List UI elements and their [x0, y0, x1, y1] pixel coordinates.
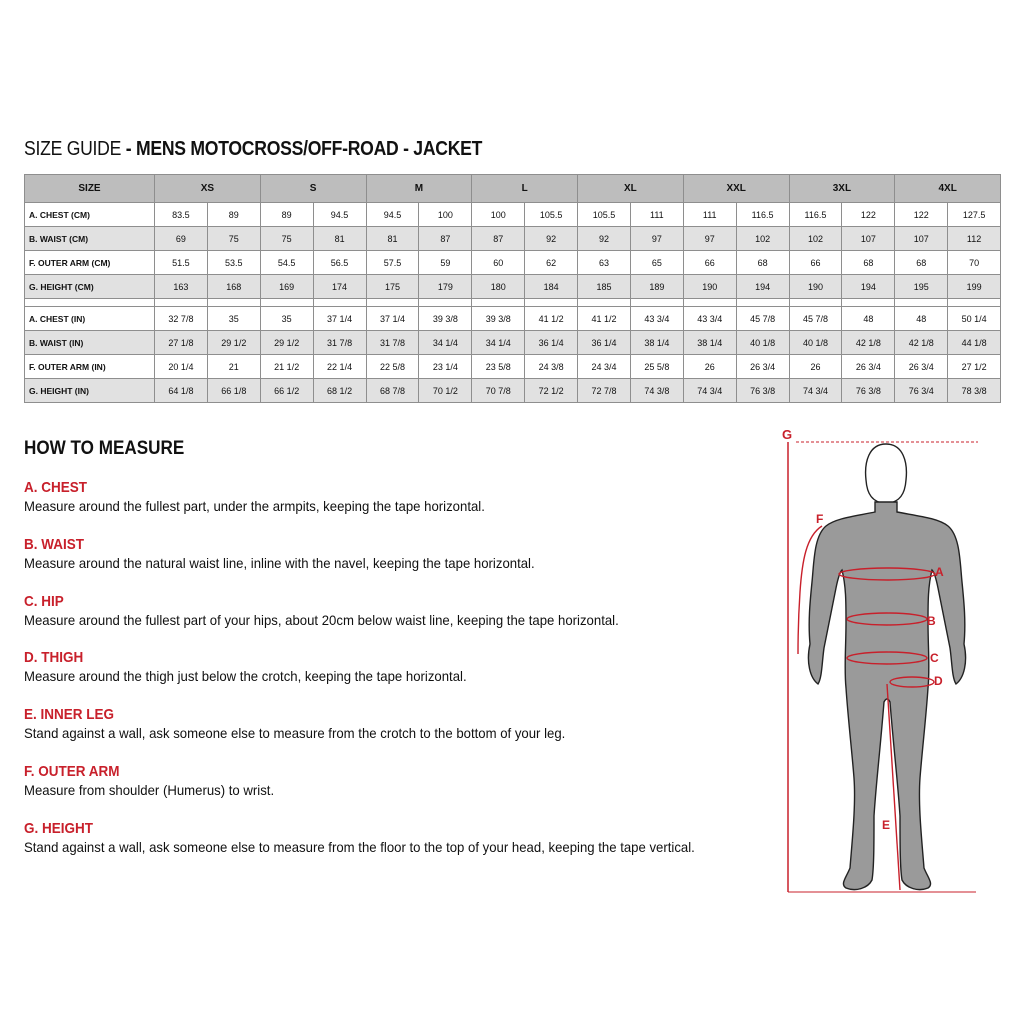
table-cell: 199 [948, 275, 1001, 299]
table-cell: 39 3/8 [472, 307, 525, 331]
separator-cell [842, 299, 895, 307]
table-cell: 68 7/8 [366, 379, 419, 403]
table-cell: 66 1/2 [260, 379, 313, 403]
table-cell: 60 [472, 251, 525, 275]
measure-item-text: Measure around the fullest part of your hips, about 20cm below waist line, keeping the tape horizontal. [24, 611, 619, 628]
table-cell: 26 [789, 355, 842, 379]
label-a: A [935, 565, 944, 579]
row-label: A. CHEST (CM) [25, 203, 155, 227]
table-cell: 184 [525, 275, 578, 299]
table-cell: 26 [683, 355, 736, 379]
table-cell: 66 [683, 251, 736, 275]
separator-cell [472, 299, 525, 307]
row-label: B. WAIST (CM) [25, 227, 155, 251]
table-cell: 57.5 [366, 251, 419, 275]
table-cell: 41 1/2 [525, 307, 578, 331]
size-header-xxl: XXL [683, 175, 789, 203]
table-cell: 66 [789, 251, 842, 275]
table-cell: 51.5 [155, 251, 208, 275]
separator-cell [419, 299, 472, 307]
table-cell: 107 [842, 227, 895, 251]
table-cell: 116.5 [789, 203, 842, 227]
table-cell: 175 [366, 275, 419, 299]
size-header-3xl: 3XL [789, 175, 895, 203]
row-label: F. OUTER ARM (CM) [25, 251, 155, 275]
measure-item-text: Measure around the thigh just below the crotch, keeping the tape horizontal. [24, 668, 467, 685]
separator-cell [207, 299, 260, 307]
row-label: G. HEIGHT (IN) [25, 379, 155, 403]
row-label: G. HEIGHT (CM) [25, 275, 155, 299]
table-cell: 26 3/4 [842, 355, 895, 379]
table-cell: 59 [419, 251, 472, 275]
table-cell: 40 1/8 [789, 331, 842, 355]
table-cell: 78 3/8 [948, 379, 1001, 403]
table-cell: 35 [207, 307, 260, 331]
table-cell: 39 3/8 [419, 307, 472, 331]
table-cell: 26 3/4 [895, 355, 948, 379]
label-g: G [782, 427, 793, 442]
table-cell: 72 7/8 [578, 379, 631, 403]
table-cell: 87 [472, 227, 525, 251]
table-row [25, 307, 1001, 331]
measure-item [24, 763, 290, 799]
table-cell: 48 [842, 307, 895, 331]
table-cell: 107 [895, 227, 948, 251]
table-cell: 102 [736, 227, 789, 251]
table-cell: 23 1/4 [419, 355, 472, 379]
measure-item-title: B. WAIST [24, 535, 85, 553]
table-cell: 94.5 [313, 203, 366, 227]
table-cell: 102 [789, 227, 842, 251]
table-cell: 29 1/2 [260, 331, 313, 355]
separator-cell [630, 299, 683, 307]
table-cell: 83.5 [155, 203, 208, 227]
table-cell: 21 [207, 355, 260, 379]
table-cell: 74 3/8 [630, 379, 683, 403]
separator-cell [895, 299, 948, 307]
table-cell: 22 1/4 [313, 355, 366, 379]
label-f: F [816, 512, 824, 526]
measure-item-title: E. INNER LEG [24, 706, 115, 724]
table-cell: 22 5/8 [366, 355, 419, 379]
how-to-measure-section [24, 436, 764, 855]
separator-cell [155, 299, 208, 307]
size-table [24, 174, 1001, 403]
table-cell: 122 [895, 203, 948, 227]
table-cell: 43 3/4 [630, 307, 683, 331]
table-cell: 76 3/8 [842, 379, 895, 403]
table-cell: 81 [366, 227, 419, 251]
separator-cell [789, 299, 842, 307]
table-cell: 94.5 [366, 203, 419, 227]
table-cell: 63 [578, 251, 631, 275]
table-cell: 27 1/8 [155, 331, 208, 355]
mannequin-head [866, 444, 907, 504]
table-row [25, 227, 1001, 251]
row-label: A. CHEST (IN) [25, 307, 155, 331]
table-row [25, 331, 1001, 355]
separator-cell [525, 299, 578, 307]
table-cell: 45 7/8 [789, 307, 842, 331]
measure-item [24, 706, 600, 742]
table-cell: 112 [948, 227, 1001, 251]
table-cell: 45 7/8 [736, 307, 789, 331]
table-cell: 111 [683, 203, 736, 227]
table-cell: 66 1/8 [207, 379, 260, 403]
table-cell: 65 [630, 251, 683, 275]
table-cell: 185 [578, 275, 631, 299]
table-cell: 76 3/8 [736, 379, 789, 403]
measure-item-text: Stand against a wall, ask someone else to measure from the crotch to the bottom of your leg. [24, 725, 566, 742]
measure-item-text: Measure from shoulder (Humerus) to wrist. [24, 782, 275, 798]
table-cell: 62 [525, 251, 578, 275]
table-cell: 190 [683, 275, 736, 299]
table-cell: 50 1/4 [948, 307, 1001, 331]
page-title [24, 136, 482, 162]
measure-item-text: Stand against a wall, ask someone else to measure from the floor to the top of your head, keeping the tape vertical. [24, 838, 695, 855]
measure-item [24, 479, 514, 515]
table-cell: 70 7/8 [472, 379, 525, 403]
size-header-4xl: 4XL [895, 175, 1001, 203]
table-cell: 190 [789, 275, 842, 299]
title-main: - MENS MOTOCROSS/OFF-ROAD - JACKET [121, 138, 483, 160]
table-cell: 53.5 [207, 251, 260, 275]
how-to-measure-heading: HOW TO MEASURE [24, 438, 185, 459]
measure-item-title: G. HEIGHT [24, 819, 94, 837]
separator-cell [25, 299, 155, 307]
table-row [25, 203, 1001, 227]
separator-cell [260, 299, 313, 307]
measure-item-title: A. CHEST [24, 479, 88, 496]
table-cell: 42 1/8 [842, 331, 895, 355]
table-cell: 35 [260, 307, 313, 331]
table-cell: 38 1/4 [683, 331, 736, 355]
table-cell: 168 [207, 275, 260, 299]
table-cell: 64 1/8 [155, 379, 208, 403]
table-cell: 116.5 [736, 203, 789, 227]
table-cell: 189 [630, 275, 683, 299]
table-cell: 87 [419, 227, 472, 251]
table-cell: 29 1/2 [207, 331, 260, 355]
measure-item [24, 593, 657, 629]
table-cell: 105.5 [525, 203, 578, 227]
table-cell: 21 1/2 [260, 355, 313, 379]
table-cell: 26 3/4 [736, 355, 789, 379]
table-cell: 34 1/4 [472, 331, 525, 355]
table-cell: 31 7/8 [313, 331, 366, 355]
table-cell: 74 3/4 [789, 379, 842, 403]
size-header-m: M [366, 175, 472, 203]
table-cell: 41 1/2 [578, 307, 631, 331]
table-cell: 89 [207, 203, 260, 227]
table-cell: 48 [895, 307, 948, 331]
table-cell: 43 3/4 [683, 307, 736, 331]
measure-item-title: F. OUTER ARM [24, 763, 120, 780]
table-cell: 32 7/8 [155, 307, 208, 331]
size-header-xs: XS [155, 175, 261, 203]
row-label: B. WAIST (IN) [25, 331, 155, 355]
measure-item-title: C. HIP [24, 592, 64, 610]
table-cell: 68 1/2 [313, 379, 366, 403]
measure-item [24, 820, 738, 856]
separator-cell [948, 299, 1001, 307]
table-cell: 24 3/4 [578, 355, 631, 379]
table-cell: 81 [313, 227, 366, 251]
table-cell: 122 [842, 203, 895, 227]
table-header-row [25, 175, 1001, 203]
table-cell: 180 [472, 275, 525, 299]
table-row [25, 275, 1001, 299]
table-cell: 36 1/4 [525, 331, 578, 355]
table-cell: 169 [260, 275, 313, 299]
separator-cell [578, 299, 631, 307]
table-cell: 25 5/8 [630, 355, 683, 379]
body-measurement-figure [776, 422, 988, 902]
table-cell: 100 [419, 203, 472, 227]
table-cell: 92 [578, 227, 631, 251]
table-cell: 20 1/4 [155, 355, 208, 379]
table-cell: 24 3/8 [525, 355, 578, 379]
table-cell: 56.5 [313, 251, 366, 275]
row-label: F. OUTER ARM (IN) [25, 355, 155, 379]
table-separator-row [25, 299, 1001, 307]
table-cell: 27 1/2 [948, 355, 1001, 379]
label-b: B [927, 614, 936, 628]
table-cell: 68 [736, 251, 789, 275]
table-cell: 89 [260, 203, 313, 227]
table-cell: 40 1/8 [736, 331, 789, 355]
separator-cell [736, 299, 789, 307]
table-cell: 75 [260, 227, 313, 251]
table-cell: 34 1/4 [419, 331, 472, 355]
table-cell: 97 [630, 227, 683, 251]
table-cell: 179 [419, 275, 472, 299]
table-cell: 37 1/4 [366, 307, 419, 331]
table-cell: 44 1/8 [948, 331, 1001, 355]
table-cell: 100 [472, 203, 525, 227]
measure-item-text: Measure around the natural waist line, inline with the navel, keeping the tape horizontal. [24, 554, 535, 571]
size-header-cell: SIZE [25, 175, 155, 203]
table-cell: 174 [313, 275, 366, 299]
size-header-s: S [260, 175, 366, 203]
table-cell: 127.5 [948, 203, 1001, 227]
table-cell: 70 [948, 251, 1001, 275]
table-cell: 97 [683, 227, 736, 251]
table-cell: 163 [155, 275, 208, 299]
table-cell: 68 [895, 251, 948, 275]
table-cell: 74 3/4 [683, 379, 736, 403]
label-e: E [882, 818, 891, 832]
size-header-xl: XL [578, 175, 684, 203]
table-row [25, 379, 1001, 403]
table-cell: 42 1/8 [895, 331, 948, 355]
table-cell: 31 7/8 [366, 331, 419, 355]
table-cell: 69 [155, 227, 208, 251]
table-cell: 76 3/4 [895, 379, 948, 403]
table-cell: 111 [630, 203, 683, 227]
title-prefix: SIZE GUIDE [24, 138, 122, 160]
measure-item-title: D. THIGH [24, 649, 84, 667]
measure-item [24, 536, 567, 572]
measure-item [24, 649, 495, 685]
table-row [25, 251, 1001, 275]
table-cell: 75 [207, 227, 260, 251]
table-cell: 195 [895, 275, 948, 299]
table-cell: 70 1/2 [419, 379, 472, 403]
label-c: C [930, 651, 939, 665]
table-cell: 54.5 [260, 251, 313, 275]
table-row [25, 355, 1001, 379]
table-cell: 23 5/8 [472, 355, 525, 379]
table-cell: 68 [842, 251, 895, 275]
table-cell: 105.5 [578, 203, 631, 227]
separator-cell [313, 299, 366, 307]
table-cell: 72 1/2 [525, 379, 578, 403]
label-d: D [934, 674, 943, 688]
table-cell: 36 1/4 [578, 331, 631, 355]
separator-cell [683, 299, 736, 307]
table-cell: 38 1/4 [630, 331, 683, 355]
measure-item-text: Measure around the fullest part, under the armpits, keeping the tape horizontal. [24, 498, 485, 514]
table-cell: 194 [736, 275, 789, 299]
table-cell: 37 1/4 [313, 307, 366, 331]
table-cell: 92 [525, 227, 578, 251]
separator-cell [366, 299, 419, 307]
table-cell: 194 [842, 275, 895, 299]
size-header-l: L [472, 175, 578, 203]
